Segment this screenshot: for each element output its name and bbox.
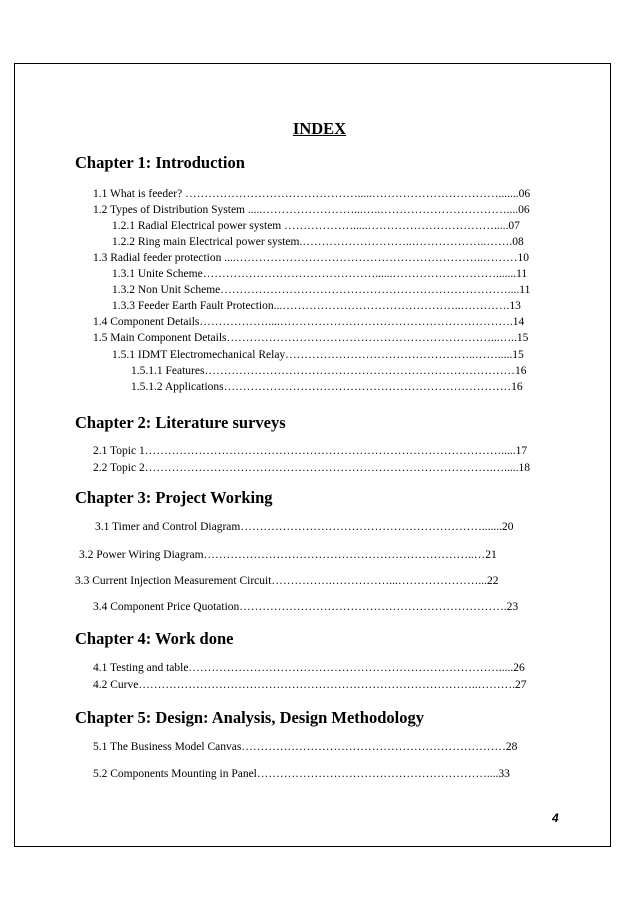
toc-entry-3-1: 3.1 Timer and Control Diagram……………………………………………………….......20 [95,521,514,533]
toc-entry-1-5-1-1: 1.5.1.1 Features………………………………………………………………………16 [131,365,527,377]
toc-entry-1-5-1: 1.5.1 IDMT Electromechanical Relay…………………………………………..…….....15 [112,349,524,361]
toc-entry-2-2: 2.2 Topic 2……………………………………………………………………………….….....18 [93,462,530,474]
toc-entry-3-3: 3.3 Current Injection Measurement Circuit…………….……………...…………………...22 [75,575,499,587]
toc-entry-1-5: 1.5 Main Component Details……………………………………………………………...…..15 [93,332,529,344]
toc-entry-1-2: 1.2 Types of Distribution System .....……………………...…..……………………………....06 [93,204,530,216]
index-title: INDEX [292,119,347,138]
toc-entry-4-2: 4.2 Curve……………………………………………………………………………..……….27 [93,679,527,691]
chapter-5-heading: Chapter 5: Design: Analysis, Design Methodology [75,708,424,727]
toc-entry-1-3: 1.3 Radial feeder protection ....………………………………………………………..………10 [93,252,529,264]
chapter-2-heading: Chapter 2: Literature surveys [75,413,286,432]
toc-entry-1-3-1: 1.3.1 Unite Scheme………………………………………......……………………….......11 [112,268,528,280]
toc-entry-1-2-1: 1.2.1 Radial Electrical power system ……………….....…………………………….....07 [112,220,520,232]
toc-entry-2-1: 2.1 Topic 1………………………………………………………………………………….....17 [93,445,528,457]
toc-entry-3-4: 3.4 Component Price Quotation…………………………………………………………….23 [93,601,519,613]
toc-entry-5-1: 5.1 The Business Model Canvas……………………………………………………………28 [93,741,518,753]
toc-entry-3-2: 3.2 Power Wiring Diagram……………………………………………………………..…21 [79,549,497,561]
toc-entry-1-3-2: 1.3.2 Non Unit Scheme…………………………………………………………………....11 [112,284,531,296]
toc-entry-1-3-3: 1.3.3 Feeder Earth Fault Protection...………………………………………..………….13 [112,300,521,312]
toc-entry-1-5-1-2: 1.5.1.2 Applications…………………………………………………………………16 [131,381,523,393]
chapter-4-heading: Chapter 4: Work done [75,629,234,648]
chapter-3-heading: Chapter 3: Project Working [75,488,273,507]
toc-entry-1-2-2: 1.2.2 Ring main Electrical power system.………………………..………………..…….08 [112,236,524,248]
toc-entry-1-1: 1.1 What is feeder? ……………………………………….....…………………………….......06 [93,188,531,200]
page-number: 4 [552,811,559,825]
toc-entry-1-4: 1.4 Component Details………………....…………………………………………………….14 [93,316,525,328]
chapter-1-heading: Chapter 1: Introduction [75,153,245,172]
toc-entry-5-2: 5.2 Components Mounting in Panel……………………………………………………....33 [93,768,510,780]
toc-entry-4-1: 4.1 Testing and table……………………………………………………………………….....26 [93,662,525,674]
